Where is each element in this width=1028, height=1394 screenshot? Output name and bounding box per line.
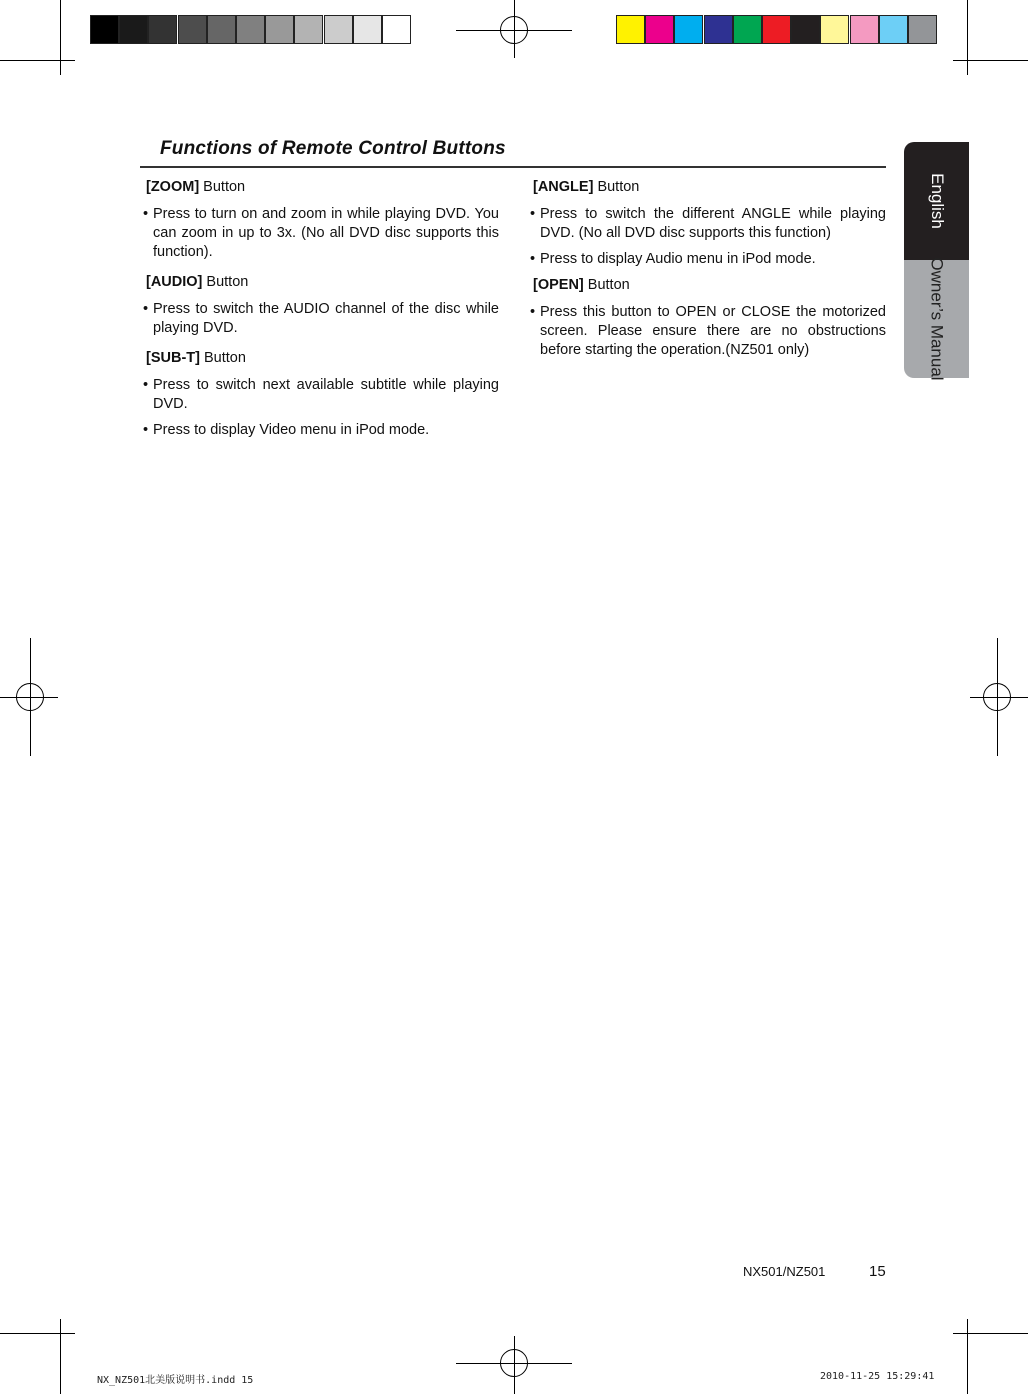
color-swatch: [616, 15, 645, 44]
side-tab-label: English: [927, 173, 947, 229]
bullet-icon: •: [530, 206, 536, 222]
button-label: Button: [593, 179, 640, 195]
list-item-text: Press this button to OPEN or CLOSE the motorized screen. Please ensure there are no obstructions before starting the operation.(NZ501 only): [540, 304, 886, 358]
crop-mark: [60, 0, 61, 75]
button-key: [SUB-T]: [146, 350, 200, 366]
button-key: [AUDIO]: [146, 274, 203, 290]
color-swatch: [791, 15, 820, 44]
color-swatch: [879, 15, 908, 44]
color-swatch: [265, 15, 294, 44]
slug-timestamp: 2010-11-25 15:29:41: [820, 1371, 935, 1382]
color-swatch: [178, 15, 207, 44]
color-swatch: [207, 15, 236, 44]
button-key: [ZOOM]: [146, 179, 200, 195]
bullet-icon: •: [530, 304, 536, 320]
list-item: [530, 250, 886, 269]
bullet-icon: •: [530, 251, 536, 267]
color-swatch: [850, 15, 879, 44]
color-swatch: [674, 15, 703, 44]
side-tab-language: [904, 142, 969, 260]
button-label: Button: [199, 350, 246, 366]
button-heading-open: [533, 276, 886, 295]
list-item: [530, 205, 886, 243]
bullet-icon: •: [143, 301, 149, 317]
side-tab-manual: [904, 257, 969, 381]
button-heading-audio: [146, 273, 499, 292]
list-item-text: Press to display Audio menu in iPod mode.: [540, 251, 816, 267]
color-swatch: [704, 15, 733, 44]
color-swatch: [353, 15, 382, 44]
list-item: [143, 376, 499, 414]
button-key: [OPEN]: [533, 277, 584, 293]
crop-mark: [0, 60, 75, 61]
left-column: [143, 178, 499, 447]
button-key: [ANGLE]: [533, 179, 594, 195]
button-label: Button: [202, 274, 249, 290]
crop-mark: [967, 0, 968, 75]
button-label: Button: [199, 179, 246, 195]
list-item: [143, 205, 499, 262]
color-swatch: [294, 15, 323, 44]
color-swatch: [90, 15, 119, 44]
crop-mark: [0, 1333, 75, 1334]
list-item-text: Press to turn on and zoom in while playing DVD. You can zoom in up to 3x. (No all DVD disc supports this function).: [153, 206, 499, 260]
color-swatch: [236, 15, 265, 44]
color-swatch: [645, 15, 674, 44]
list-item: [530, 303, 886, 360]
color-swatch: [382, 15, 411, 44]
color-swatch: [119, 15, 148, 44]
bullet-icon: •: [143, 422, 149, 438]
side-tab-label: Owner’s Manual: [927, 257, 947, 381]
list-item-text: Press to switch next available subtitle while playing DVD.: [153, 377, 499, 412]
slug-filename: NX_NZ501北美版说明书.indd 15: [97, 1375, 254, 1386]
list-item-text: Press to switch the different ANGLE while playing DVD. (No all DVD disc supports this function): [540, 206, 886, 241]
button-heading-sub-t: [146, 349, 499, 368]
crop-mark: [953, 60, 1028, 61]
footer-model: NX501/NZ501: [743, 1264, 826, 1279]
crop-mark: [953, 1333, 1028, 1334]
list-item: [143, 421, 499, 440]
list-item-text: Press to display Video menu in iPod mode.: [153, 422, 430, 438]
list-item: [143, 300, 499, 338]
crop-mark: [967, 1319, 968, 1394]
color-swatch: [762, 15, 791, 44]
title-divider: [140, 166, 886, 168]
list-item-text: Press to switch the AUDIO channel of the disc while playing DVD.: [153, 301, 499, 336]
bullet-icon: •: [143, 377, 149, 393]
bullet-icon: •: [143, 206, 149, 222]
color-swatch: [148, 15, 177, 44]
button-heading-zoom: [146, 178, 499, 197]
color-swatch: [908, 15, 937, 44]
button-heading-angle: [533, 178, 886, 197]
page-title: Functions of Remote Control Buttons: [160, 138, 506, 159]
button-label: Button: [583, 277, 630, 293]
color-swatch: [324, 15, 353, 44]
right-column: [530, 178, 886, 367]
color-swatch: [733, 15, 762, 44]
page-number: 15: [869, 1263, 886, 1280]
crop-mark: [60, 1319, 61, 1394]
color-swatch: [820, 15, 849, 44]
